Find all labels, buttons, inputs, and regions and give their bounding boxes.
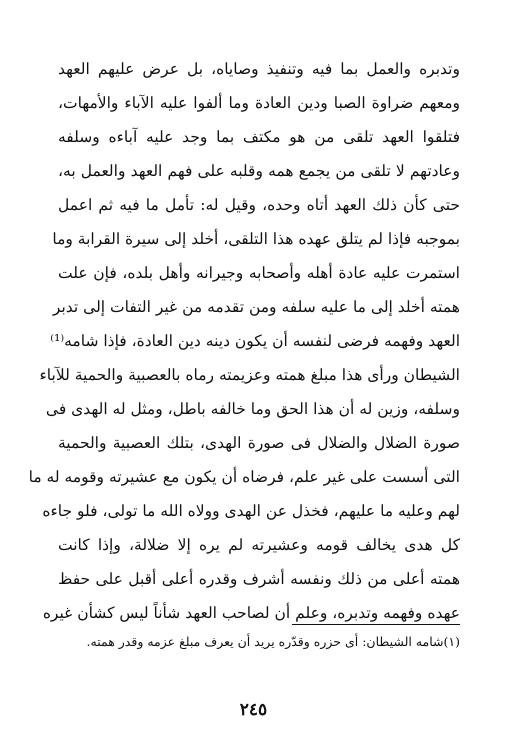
body-line: التى أسست على غير علم، فرضاه أن يكون مع عشيرته وقومه له ما xyxy=(28,468,460,486)
body-line: وتدبره والعمل بما فيه وتنفيذ وصاياه، بل عرض عليهم العهد xyxy=(58,60,460,78)
body-line: حتى كأن ذلك العهد أتاه وحده، وقيل له: تأمل ما فيه ثم اعمل xyxy=(58,196,460,214)
body-line: لهم وعليه ما عليهم، فخذل عن الهدى وولاه الله ما تولى، فلو جاءه xyxy=(42,502,460,520)
body-text xyxy=(28,52,460,630)
body-line: بموجبه فإذا لم يتلق عهده هذا التلقى، أخلد إلى سيرة القرابة وما xyxy=(52,230,460,248)
body-line: فتلقوا العهد تلقى من هو مكتف بما وجد عليه آباءه وسلفه xyxy=(58,128,460,146)
page-number: ٢٤٥ xyxy=(239,700,268,720)
body-line: عهده وفهمه وتدبره، وعلم أن لصاحب العهد شأناً ليس كشأن غيره xyxy=(42,604,460,622)
body-line: وسلفه، وزين له أن هذا الحق وما خالفه باطل، ومثل له الهدى فى xyxy=(45,400,460,418)
body-line: الشيطان ورأى هذا مبلغ همته وعزيمته رماه بالعصبية والحمية للآباء xyxy=(39,366,460,384)
body-line: همته أعلى من ذلك ونفسه أشرف وقدره أعلى أقبل على حفظ xyxy=(58,570,460,588)
body-line: وعادتهم لا تلقى من يجمع همه وقلبه على فهم العهد والعمل به، xyxy=(58,162,460,180)
body-line: كل هدى يخالف قومه وعشيرته لم يره إلا ضلالة، وإذا كانت xyxy=(58,536,460,554)
body-line: همته أخلد إلى ما عليه سلفه ومن تقدمه من غير التفات إلى تدبر xyxy=(52,298,460,316)
body-line: استمرت عليه عادة أهله وأصحابه وجيرانه وأهل بلده، فإن علت xyxy=(58,264,460,282)
footnote: (١)شامه الشيطان: أى حزره وقدّره يريد أن يعرف مبلغ عزمه وقدر همته. xyxy=(86,634,460,649)
body-line: العهد وفهمه فرضى لنفسه أن يكون دينه دين العادة، فإذا شامه⁽¹⁾ xyxy=(50,332,460,350)
body-line: صورة الضلال والضلال فى صورة الهدى، بتلك العصبية والحمية xyxy=(58,434,460,452)
footnote-divider xyxy=(292,624,460,625)
body-line: ومعهم ضراوة الصبا ودين العادة وما ألفوا عليه الآباء والأمهات، xyxy=(58,94,460,112)
